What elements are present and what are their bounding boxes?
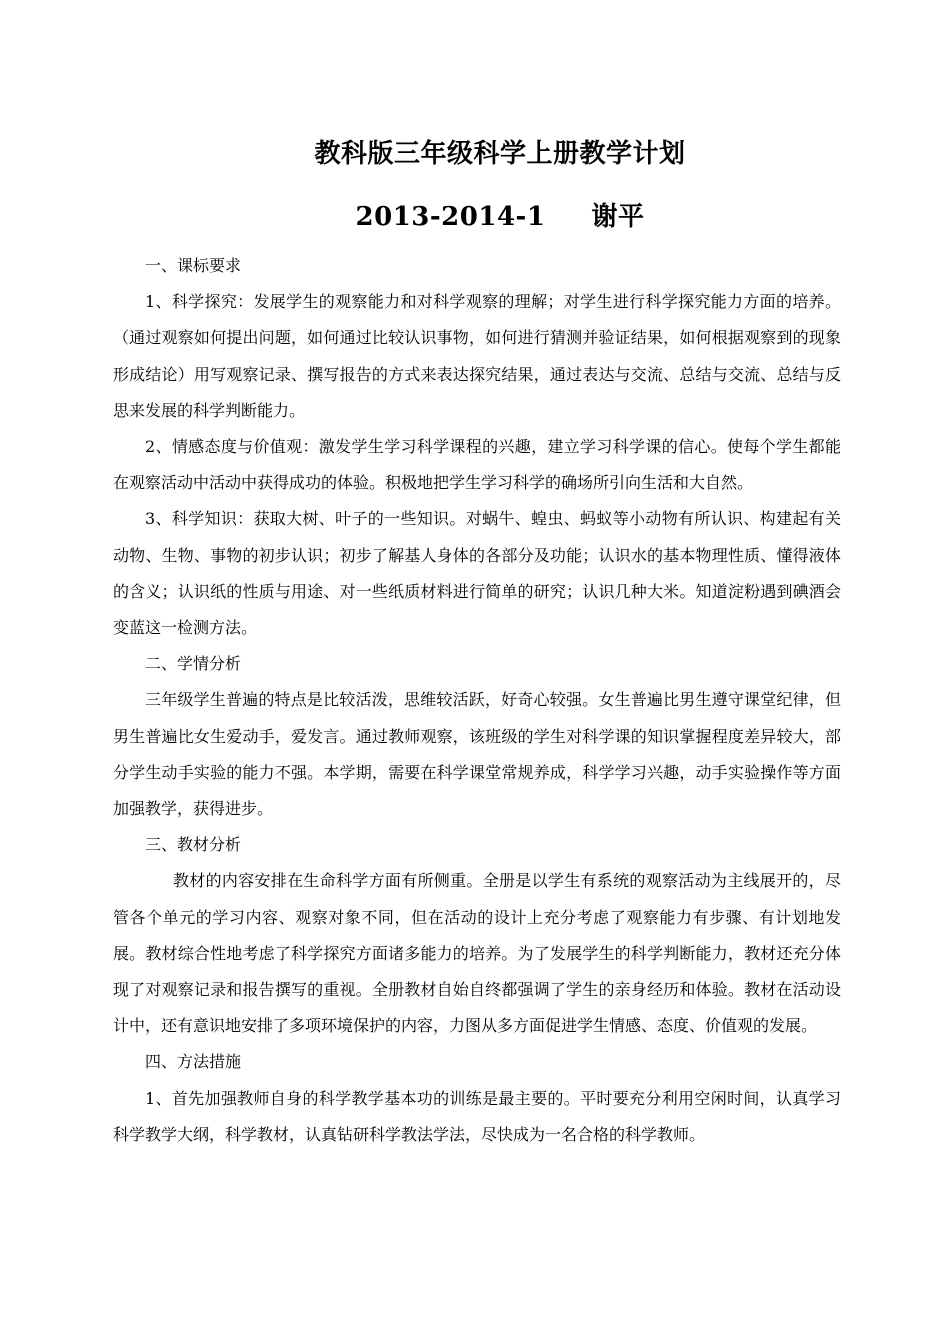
author-name: 谢平 (591, 202, 645, 232)
section-heading-methods: 四、方法措施 (145, 1052, 242, 1072)
section-heading-student-analysis: 二、学情分析 (145, 654, 242, 674)
paragraph-science-inquiry: 1、科学探究：发展学生的观察能力和对科学观察的理解；对学生进行科学探究能力方面的培养。（通过观察如何提出问题，如何通过比较认识事物，如何进行猜测并验证结果，如何根据观察到的现象形成结论）用写观察记录、撰写报告的方式来表达探究结果，通过表达与交流、总结与交流、总结与反思来发展的科学判断能力。 (113, 292, 841, 420)
paragraph-science-knowledge: 3、科学知识：获取大树、叶子的一些知识。对蜗牛、蝗虫、蚂蚁等小动物有所认识、构建起有关动物、生物、事物的初步认识；初步了解基人身体的各部分及功能；认识水的基本物理性质、懂得液体的含义；认识纸的性质与用途、对一些纸质材料进行简单的研究；认识几种大米。知道淀粉遇到碘酒会变蓝这一检测方法。 (113, 509, 841, 638)
section-heading-curriculum: 一、课标要求 (145, 256, 242, 275)
document-body (113, 248, 841, 1153)
document-title: 教科版三年级科学上册教学计划 (314, 139, 686, 169)
term-code: 2013-2014-1 (355, 202, 546, 232)
paragraph-attitude-values: 2、情感态度与价值观：激发学生学习科学课程的兴趣，建立学习科学课的信心。使每个学生都能在观察活动中活动中获得成功的体验。积极地把学生学习科学的确场所引向生活和大自然。 (113, 437, 841, 493)
paragraph-student-analysis: 三年级学生普遍的特点是比较活泼，思维较活跃，好奇心较强。女生普遍比男生遵守课堂纪律，但男生普遍比女生爱动手，爱发言。通过教师观察，该班级的学生对科学课的知识掌握程度差异较大，部分学生动手实验的能力不强。本学期，需要在科学课堂常规养成，科学学习兴趣，动手实验操作等方面加强教学，获得进步。 (113, 690, 841, 819)
document-subtitle (0, 196, 950, 233)
paragraph-textbook-analysis: 教材的内容安排在生命科学方面有所侧重。全册是以学生有系统的观察活动为主线展开的，尽管各个单元的学习内容、观察对象不同，但在活动的设计上充分考虑了观察能力有步骤、有计划地发展。教材综合性地考虑了科学探究方面诸多能力的培养。为了发展学生的科学判断能力，教材还充分体现了对观察记录和报告撰写的重视。全册教材自始自终都强调了学生的亲身经历和体验。教材在活动设计中，还有意识地安排了多项环境保护的内容，力图从多方面促进学生情感、态度、价值观的发展。 (113, 871, 841, 1036)
paragraph-methods-1: 1、首先加强教师自身的科学教学基本功的训练是最主要的。平时要充分利用空闲时间，认真学习科学教学大纲，科学教材，认真钻研科学教法学法，尽快成为一名合格的科学教师。 (113, 1088, 841, 1144)
section-heading-textbook-analysis: 三、教材分析 (145, 835, 242, 855)
